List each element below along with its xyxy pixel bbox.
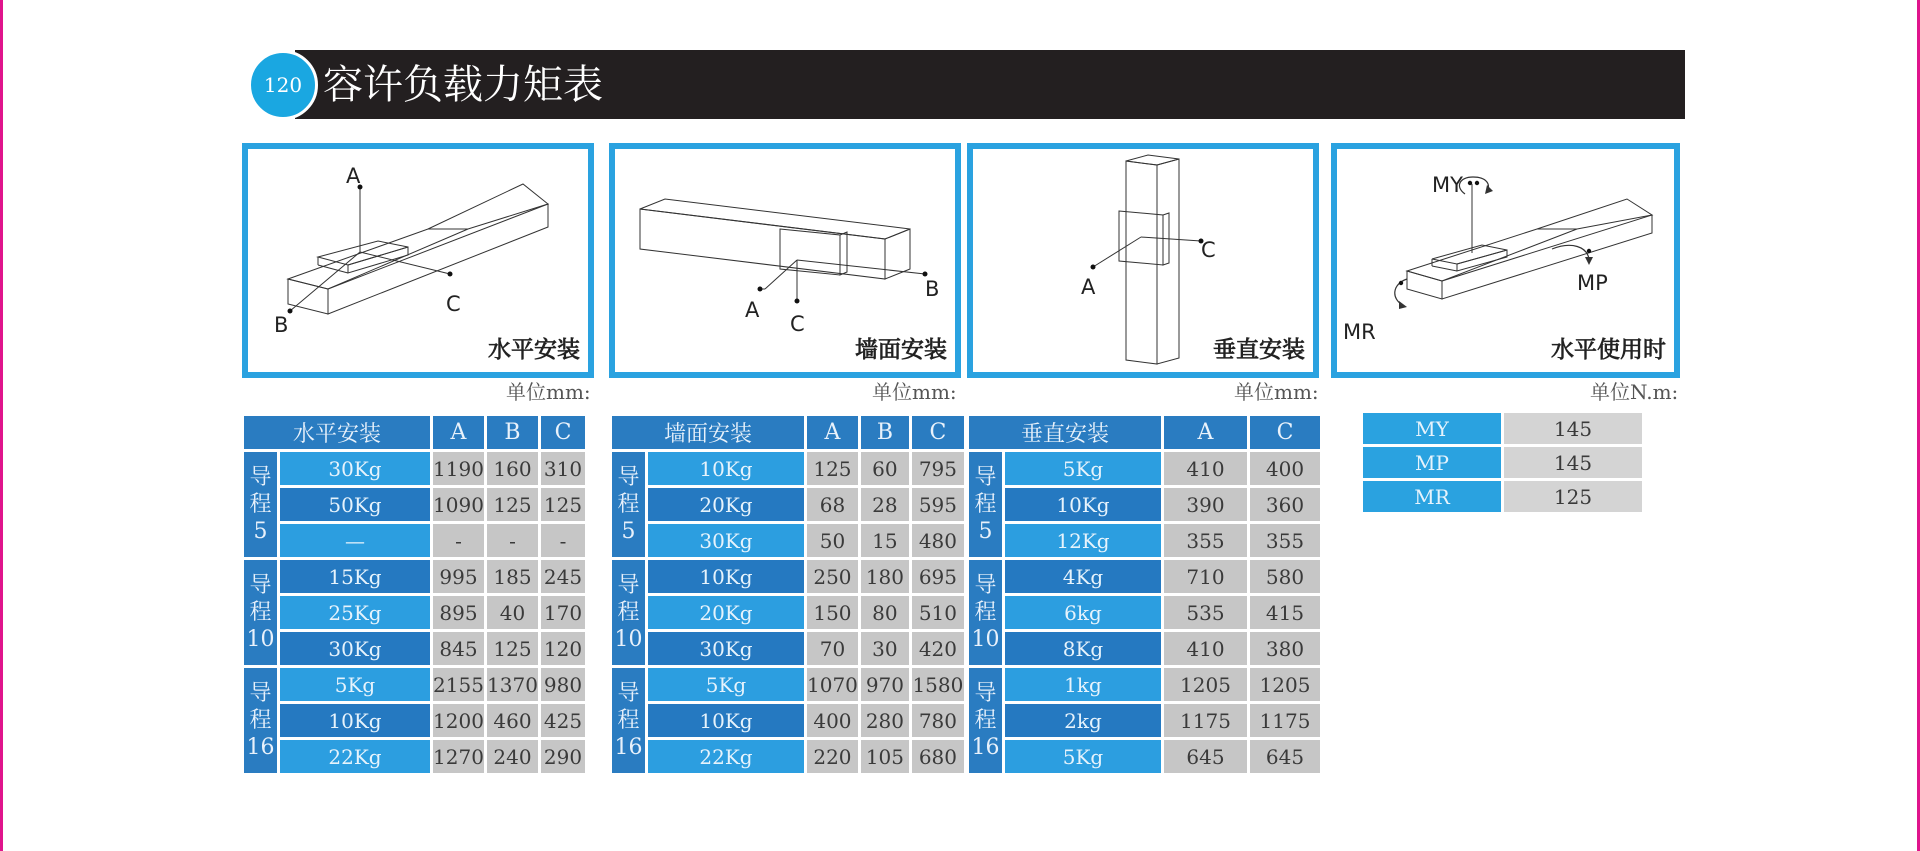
value-cell: 410 bbox=[1164, 632, 1247, 665]
value-cell: 220 bbox=[807, 740, 858, 773]
value-cell: 355 bbox=[1164, 524, 1247, 557]
value-cell: 360 bbox=[1250, 488, 1320, 521]
column-header-c: C bbox=[1250, 416, 1320, 449]
load-weight-cell: 30Kg bbox=[280, 452, 430, 485]
value-cell: 1580 bbox=[912, 668, 964, 701]
table-horizontal-mount bbox=[241, 413, 588, 776]
value-cell: 240 bbox=[487, 740, 538, 773]
value-cell: 1070 bbox=[807, 668, 858, 701]
value-cell: 60 bbox=[861, 452, 909, 485]
lead-group-label: 导 程 10 bbox=[612, 560, 645, 665]
value-cell: 845 bbox=[433, 632, 484, 665]
load-weight-cell: 25Kg bbox=[280, 596, 430, 629]
label-c: C bbox=[790, 312, 805, 336]
table-row bbox=[612, 560, 964, 593]
table-row bbox=[969, 524, 1320, 557]
value-cell: 1190 bbox=[433, 452, 484, 485]
value-cell: 250 bbox=[807, 560, 858, 593]
table-row bbox=[612, 596, 964, 629]
value-cell: 710 bbox=[1164, 560, 1247, 593]
column-header-a: A bbox=[433, 416, 484, 449]
value-cell: 80 bbox=[861, 596, 909, 629]
moment-value-cell: 125 bbox=[1504, 481, 1642, 512]
load-weight-cell: 8Kg bbox=[1005, 632, 1161, 665]
moment-value-cell: 145 bbox=[1504, 413, 1642, 444]
value-cell: 410 bbox=[1164, 452, 1247, 485]
load-weight-cell: 10Kg bbox=[1005, 488, 1161, 521]
column-header-mount: 垂直安装 bbox=[969, 416, 1161, 449]
load-weight-cell: 10Kg bbox=[648, 560, 804, 593]
value-cell: 1270 bbox=[433, 740, 484, 773]
load-weight-cell: 10Kg bbox=[648, 452, 804, 485]
label-c: C bbox=[446, 292, 461, 316]
value-cell: 695 bbox=[912, 560, 964, 593]
load-weight-cell: 22Kg bbox=[280, 740, 430, 773]
table-allowable-moments bbox=[1360, 410, 1645, 515]
load-weight-cell: 22Kg bbox=[648, 740, 804, 773]
unit-label: 单位N.m: bbox=[1590, 380, 1679, 404]
value-cell: 160 bbox=[487, 452, 538, 485]
panel-caption: 墙面安装 bbox=[855, 337, 947, 363]
page-title: 容许负载力矩表 bbox=[323, 62, 603, 108]
load-weight-cell: 30Kg bbox=[648, 632, 804, 665]
table-row bbox=[612, 632, 964, 665]
table-row bbox=[612, 488, 964, 521]
value-cell: - bbox=[541, 524, 585, 557]
value-cell: 380 bbox=[1250, 632, 1320, 665]
value-cell: 30 bbox=[861, 632, 909, 665]
value-cell: 150 bbox=[807, 596, 858, 629]
value-cell: 995 bbox=[433, 560, 484, 593]
label-a: A bbox=[745, 298, 760, 322]
value-cell: 970 bbox=[861, 668, 909, 701]
table-row bbox=[969, 452, 1320, 485]
page-edge-left bbox=[0, 0, 3, 851]
table-row bbox=[244, 668, 585, 701]
column-header-c: C bbox=[912, 416, 964, 449]
load-weight-cell: 12Kg bbox=[1005, 524, 1161, 557]
table-row bbox=[244, 740, 585, 773]
column-header-a: A bbox=[1164, 416, 1247, 449]
diagram-wall-mount bbox=[609, 143, 961, 378]
value-cell: 2155 bbox=[433, 668, 484, 701]
value-cell: 50 bbox=[807, 524, 858, 557]
table-row bbox=[969, 596, 1320, 629]
table-row bbox=[969, 740, 1320, 773]
value-cell: 390 bbox=[1164, 488, 1247, 521]
column-header-a: A bbox=[807, 416, 858, 449]
load-weight-cell: 10Kg bbox=[648, 704, 804, 737]
column-header-mount: 墙面安装 bbox=[612, 416, 804, 449]
value-cell: 245 bbox=[541, 560, 585, 593]
header-row bbox=[969, 416, 1320, 449]
value-cell: 535 bbox=[1164, 596, 1247, 629]
table-vertical-mount bbox=[966, 413, 1323, 776]
table-row bbox=[1363, 413, 1642, 444]
value-cell: 125 bbox=[487, 632, 538, 665]
table-row bbox=[969, 704, 1320, 737]
lead-group-label: 导 程 10 bbox=[969, 560, 1002, 665]
moment-name-cell: MP bbox=[1363, 447, 1501, 478]
value-cell: 40 bbox=[487, 596, 538, 629]
table-row bbox=[969, 560, 1320, 593]
value-cell: 1205 bbox=[1250, 668, 1320, 701]
panel-caption: 垂直安装 bbox=[1213, 337, 1305, 363]
value-cell: 280 bbox=[861, 704, 909, 737]
label-my: MY bbox=[1432, 173, 1463, 197]
value-cell: 125 bbox=[487, 488, 538, 521]
value-cell: 125 bbox=[807, 452, 858, 485]
value-cell: 480 bbox=[912, 524, 964, 557]
label-b: B bbox=[274, 313, 289, 337]
load-weight-cell: 1kg bbox=[1005, 668, 1161, 701]
table-row bbox=[244, 632, 585, 665]
column-header-b: B bbox=[861, 416, 909, 449]
table-row bbox=[969, 632, 1320, 665]
value-cell: 355 bbox=[1250, 524, 1320, 557]
lead-group-label: 导 程 10 bbox=[244, 560, 277, 665]
table-row bbox=[244, 488, 585, 521]
value-cell: 1175 bbox=[1250, 704, 1320, 737]
value-cell: 1205 bbox=[1164, 668, 1247, 701]
value-cell: 1090 bbox=[433, 488, 484, 521]
value-cell: 170 bbox=[541, 596, 585, 629]
value-cell: 580 bbox=[1250, 560, 1320, 593]
moment-value-cell: 145 bbox=[1504, 447, 1642, 478]
value-cell: 310 bbox=[541, 452, 585, 485]
load-weight-cell: 10Kg bbox=[280, 704, 430, 737]
load-weight-cell: 4Kg bbox=[1005, 560, 1161, 593]
load-weight-cell: 2kg bbox=[1005, 704, 1161, 737]
lead-group-label: 导 程 5 bbox=[244, 452, 277, 557]
table-row bbox=[1363, 447, 1642, 478]
load-weight-cell: 20Kg bbox=[648, 596, 804, 629]
value-cell: - bbox=[433, 524, 484, 557]
page-number-badge: 120 bbox=[248, 50, 318, 120]
lead-group-label: 导 程 16 bbox=[244, 668, 277, 773]
label-a: A bbox=[1081, 275, 1096, 299]
header-row bbox=[244, 416, 585, 449]
load-weight-cell: 5Kg bbox=[1005, 452, 1161, 485]
load-weight-cell: 50Kg bbox=[280, 488, 430, 521]
value-cell: 180 bbox=[861, 560, 909, 593]
lead-group-label: 导 程 16 bbox=[612, 668, 645, 773]
table-row bbox=[1363, 481, 1642, 512]
table-row bbox=[612, 704, 964, 737]
value-cell: 980 bbox=[541, 668, 585, 701]
load-weight-cell: 5Kg bbox=[280, 668, 430, 701]
column-header-c: C bbox=[541, 416, 585, 449]
label-mp: MP bbox=[1577, 271, 1608, 295]
value-cell: 415 bbox=[1250, 596, 1320, 629]
table-row bbox=[612, 740, 964, 773]
value-cell: 895 bbox=[433, 596, 484, 629]
value-cell: 290 bbox=[541, 740, 585, 773]
table-wall-mount bbox=[609, 413, 967, 776]
label-b: B bbox=[925, 277, 940, 301]
value-cell: 1200 bbox=[433, 704, 484, 737]
table-row bbox=[612, 524, 964, 557]
value-cell: 15 bbox=[861, 524, 909, 557]
load-weight-cell: 15Kg bbox=[280, 560, 430, 593]
lead-group-label: 导 程 5 bbox=[969, 452, 1002, 557]
label-a: A bbox=[346, 164, 361, 188]
value-cell: 595 bbox=[912, 488, 964, 521]
label-c: C bbox=[1201, 238, 1216, 262]
value-cell: 125 bbox=[541, 488, 585, 521]
value-cell: 510 bbox=[912, 596, 964, 629]
value-cell: 420 bbox=[912, 632, 964, 665]
value-cell: 1175 bbox=[1164, 704, 1247, 737]
value-cell: 680 bbox=[912, 740, 964, 773]
value-cell: 68 bbox=[807, 488, 858, 521]
lead-group-label: 导 程 5 bbox=[612, 452, 645, 557]
value-cell: 1370 bbox=[487, 668, 538, 701]
panel-caption: 水平安装 bbox=[488, 337, 580, 363]
column-header-mount: 水平安装 bbox=[244, 416, 430, 449]
table-row bbox=[244, 452, 585, 485]
value-cell: - bbox=[487, 524, 538, 557]
moment-name-cell: MY bbox=[1363, 413, 1501, 444]
value-cell: 460 bbox=[487, 704, 538, 737]
value-cell: 28 bbox=[861, 488, 909, 521]
load-weight-cell: 30Kg bbox=[648, 524, 804, 557]
table-row bbox=[612, 452, 964, 485]
unit-label: 单位mm: bbox=[1234, 380, 1319, 404]
load-weight-cell: 20Kg bbox=[648, 488, 804, 521]
load-weight-cell: 5Kg bbox=[1005, 740, 1161, 773]
label-mr: MR bbox=[1343, 320, 1376, 344]
value-cell: 645 bbox=[1250, 740, 1320, 773]
value-cell: 795 bbox=[912, 452, 964, 485]
load-weight-cell: 6kg bbox=[1005, 596, 1161, 629]
value-cell: 645 bbox=[1164, 740, 1247, 773]
table-row bbox=[612, 668, 964, 701]
table-row bbox=[244, 524, 585, 557]
value-cell: 120 bbox=[541, 632, 585, 665]
unit-label: 单位mm: bbox=[506, 380, 591, 404]
value-cell: 780 bbox=[912, 704, 964, 737]
table-row bbox=[244, 596, 585, 629]
value-cell: 105 bbox=[861, 740, 909, 773]
value-cell: 400 bbox=[807, 704, 858, 737]
load-weight-cell: 30Kg bbox=[280, 632, 430, 665]
value-cell: 185 bbox=[487, 560, 538, 593]
diagram-horizontal-mount bbox=[242, 143, 594, 378]
unit-label: 单位mm: bbox=[872, 380, 957, 404]
panel-caption: 水平使用时 bbox=[1551, 337, 1666, 363]
diagram-moments bbox=[1331, 143, 1680, 378]
value-cell: 425 bbox=[541, 704, 585, 737]
column-header-b: B bbox=[487, 416, 538, 449]
table-row bbox=[969, 668, 1320, 701]
value-cell: 70 bbox=[807, 632, 858, 665]
value-cell: 400 bbox=[1250, 452, 1320, 485]
moment-name-cell: MR bbox=[1363, 481, 1501, 512]
load-weight-cell: — bbox=[280, 524, 430, 557]
table-row bbox=[244, 560, 585, 593]
diagram-vertical-mount bbox=[967, 143, 1319, 378]
table-row bbox=[969, 488, 1320, 521]
lead-group-label: 导 程 16 bbox=[969, 668, 1002, 773]
table-row bbox=[244, 704, 585, 737]
load-weight-cell: 5Kg bbox=[648, 668, 804, 701]
header-row bbox=[612, 416, 964, 449]
